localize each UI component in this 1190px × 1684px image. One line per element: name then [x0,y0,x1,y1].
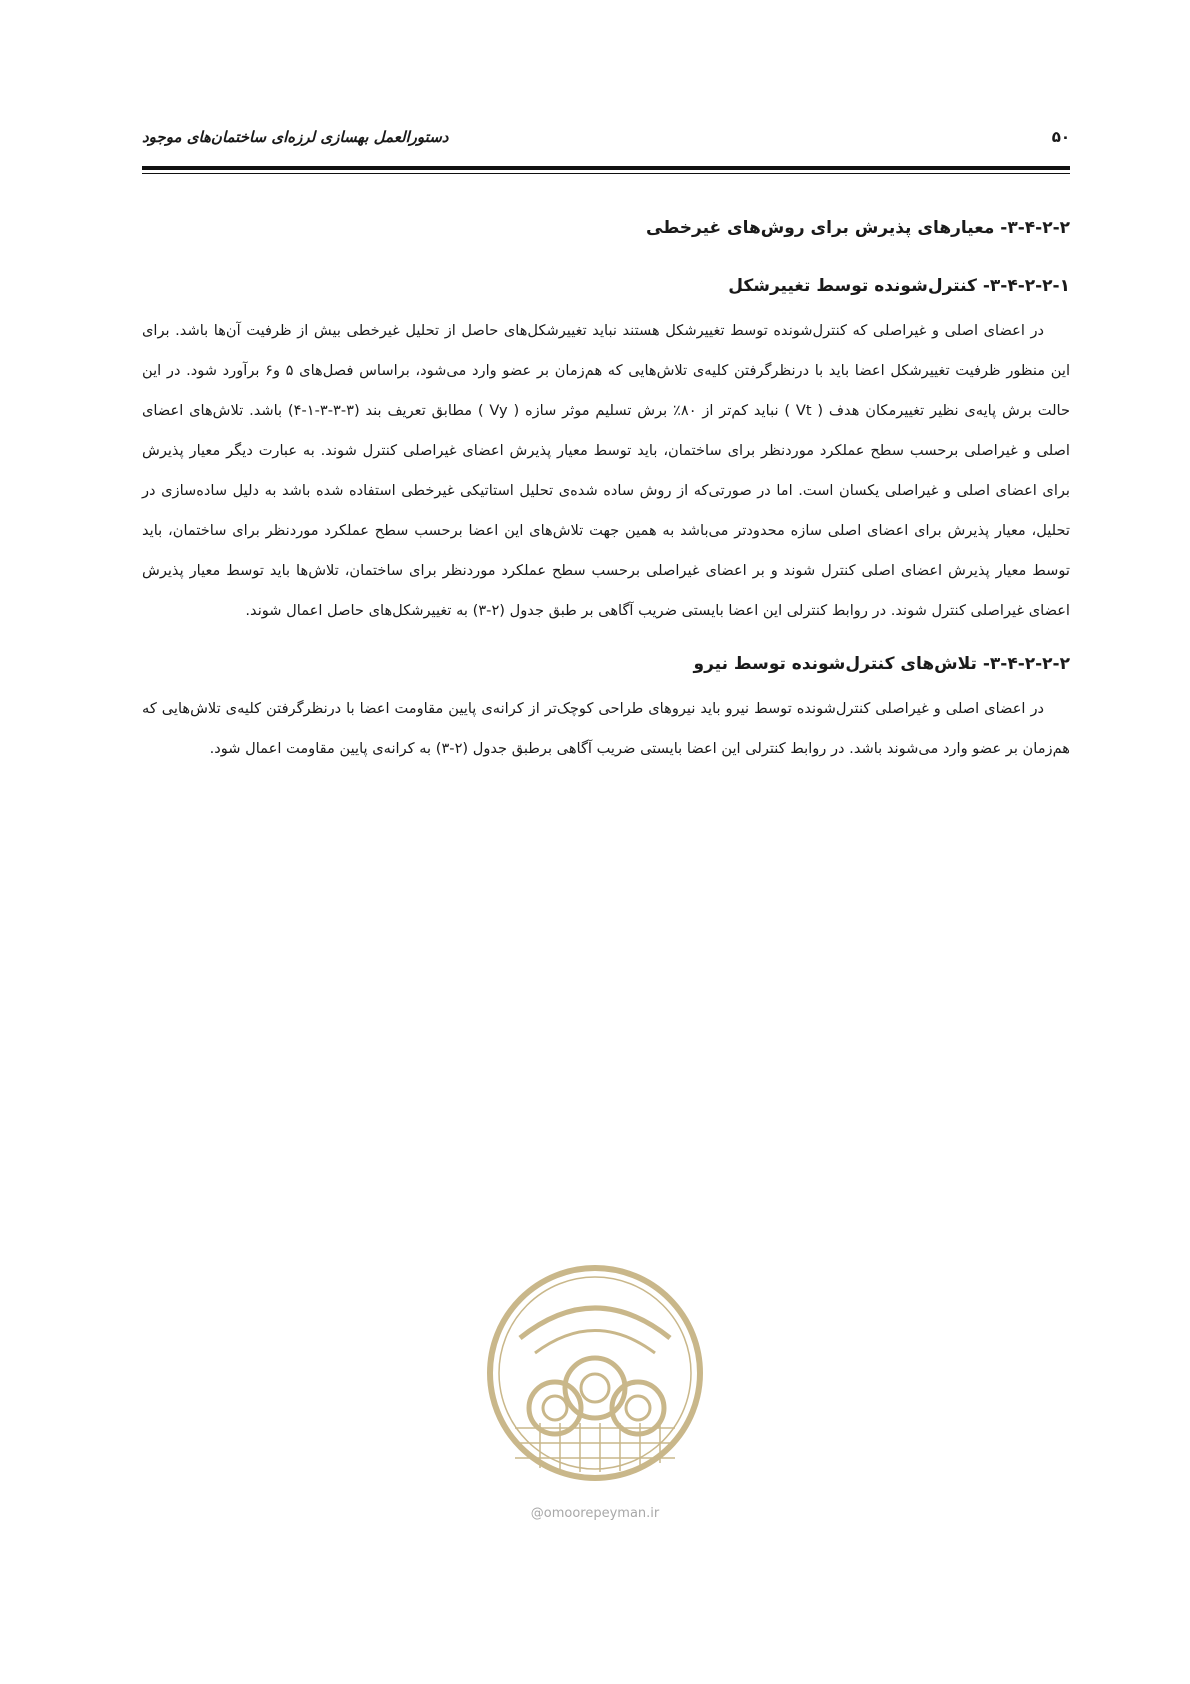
header-rule [142,166,1070,170]
watermark-logo [480,1258,710,1488]
header-rule-thin [142,173,1070,174]
page-content [142,213,1070,769]
page-header [142,128,1070,154]
section-heading: ۳-۴-۲-۲- معیارهای پذیرش برای روش‌های غیرخطی [646,218,1070,238]
subsection-heading-force: ۳-۴-۲-۲-۲- تلاش‌های کنترل‌شونده توسط نیرو [693,654,1070,674]
header-title: دستورالعمل بهسازی لرزه‌ای ساختمان‌های موجود [142,128,449,146]
logo-url: @omoorepeyman.ir [530,1506,660,1521]
paragraph-force: در اعضای اصلی و غیراصلی کنترل‌شونده توسط نیرو باید نیروهای طراحی کوچک‌تر از کرانه‌ی پایین مقاومت اعضا با درنظرگرفتن کلیه‌ی تلاش‌هایی که هم‌زمان بر عضو وارد می‌شوند باشد. در روابط کنترلی این اعضا بایستی ضریب آگاهی برطبق جدول (۲-۳) به کرانه‌ی پایین مقاومت اعمال شود. [142,700,1070,757]
subsection-heading-deformation: ۳-۴-۲-۲-۱- کنترل‌شونده توسط تغییرشکل [728,276,1070,296]
page-number: ۵۰ [1051,128,1070,146]
paragraph-deformation: در اعضای اصلی و غیراصلی که کنترل‌شونده توسط تغییرشکل هستند نباید تغییرشکل‌های حاصل از تحلیل غیرخطی بیش از ظرفیت آن‌ها باشد. برای این منظور ظرفیت تغییرشکل اعضا باید با درنظرگرفتن کلیه‌ی تلاش‌هایی که هم‌زمان بر عضو وارد می‌شود، براساس فصل‌های ۵ و۶ برآورد شود. در این حالت برش پایه‌ی نظیر تغییرمکان هدف ( Vt ) نباید کم‌تر از ۸۰٪ برش تسلیم موثر سازه ( Vy ) مطابق تعریف بند (۳-۳-۳-۱-۴) باشد. تلاش‌های اعضای اصلی و غیراصلی برحسب سطح عملکرد موردنظر برای ساختمان، باید توسط معیار پذیرش اعضای غیراصلی کنترل شوند. به عبارت دیگر معیار پذیرش برای اعضای اصلی و غیراصلی یکسان است. اما در صورتی‌که از روش ساده شده‌ی تحلیل استاتیکی غیرخطی استفاده شده باشد به دلیل ساده‌سازی در تحلیل، معیار پذیرش برای اعضای اصلی سازه محدودتر می‌باشد به همین جهت تلاش‌های این اعضا برحسب سطح عملکرد موردنظر برای ساختمان، باید توسط معیار پذیرش اعضای اصلی کنترل شوند و بر اعضای غیراصلی برحسب سطح عملکرد موردنظر برای ساختمان، تلاش‌ها باید توسط معیار پذیرش اعضای غیراصلی کنترل شوند. در روابط کنترلی این اعضا بایستی ضریب آگاهی بر طبق جدول (۲-۳) به تغییرشکل‌های حاصل اعمال شوند. [142,322,1071,619]
logo-emblem-icon [480,1258,710,1488]
